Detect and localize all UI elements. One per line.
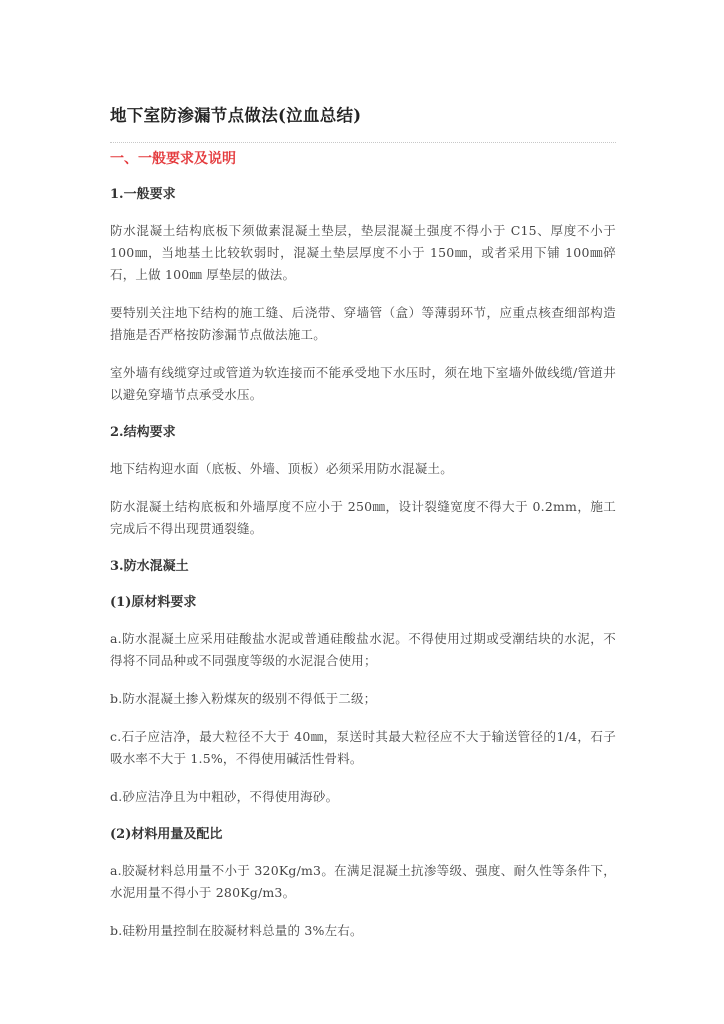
list-item-sand: d.砂应洁净且为中粗砂，不得使用海砂。: [110, 789, 339, 804]
subheading-raw-materials: (1)原材料要求: [110, 595, 197, 610]
page-title: 地下室防渗漏节点做法(泣血总结): [110, 106, 362, 125]
subheading-dosage-ratio: (2)材料用量及配比: [110, 827, 223, 842]
subheading-general-requirements: 1.一般要求: [110, 187, 176, 202]
list-item-binder-dosage: a.胶凝材料总用量不小于 320Kg/m3。在满足混凝土抗渗等级、强度、耐久性等条件下，水泥用量不得小于 280Kg/m3。: [110, 863, 616, 900]
paragraph-cushion-layer: 防水混凝土结构底板下须做素混凝土垫层，垫层混凝土强度不得小于 C15、厚度不小于100㎜，当地基土比较软弱时，混凝土垫层厚度不小于 150㎜，或者采用下铺 100㎜碎石，上做 100㎜ 厚垫层的做法。: [110, 223, 616, 282]
section-heading-general: 一、一般要求及说明: [110, 151, 236, 167]
title-divider: [110, 142, 616, 143]
paragraph-cable-pipe-well: 室外墙有线缆穿过或管道为软连接而不能承受地下水压时，须在地下室墙外做线缆/管道井以避免穿墙节点承受水压。: [110, 365, 616, 402]
paragraph-waterproof-concrete-faces: 地下结构迎水面（底板、外墙、顶板）必须采用防水混凝土。: [110, 461, 453, 476]
list-item-cement: a.防水混凝土应采用硅酸盐水泥或普通硅酸盐水泥。不得使用过期或受潮结块的水泥，不得将不同品种或不同强度等级的水泥混合使用；: [110, 631, 616, 668]
subheading-waterproof-concrete: 3.防水混凝土: [110, 559, 189, 574]
list-item-aggregate: c.石子应洁净，最大粒径不大于 40㎜，泵送时其最大粒径应不大于输送管径的1/4，石子吸水率不大于 1.5%，不得使用碱活性骨料。: [110, 729, 616, 766]
paragraph-thickness-crack-width: 防水混凝土结构底板和外墙厚度不应小于 250㎜，设计裂缝宽度不得大于 0.2mm，施工完成后不得出现贯通裂缝。: [110, 499, 616, 536]
document-page: [110, 104, 616, 942]
list-item-silica-fume: b.硅粉用量控制在胶凝材料总量的 3%左右。: [110, 923, 363, 938]
subheading-structure-requirements: 2.结构要求: [110, 425, 176, 440]
paragraph-weak-points: 要特别关注地下结构的施工缝、后浇带、穿墙管（盒）等薄弱环节，应重点核查细部构造措施是否严格按防渗漏节点做法施工。: [110, 305, 616, 342]
list-item-fly-ash: b.防水混凝土掺入粉煤灰的级别不得低于二级；: [110, 691, 377, 706]
